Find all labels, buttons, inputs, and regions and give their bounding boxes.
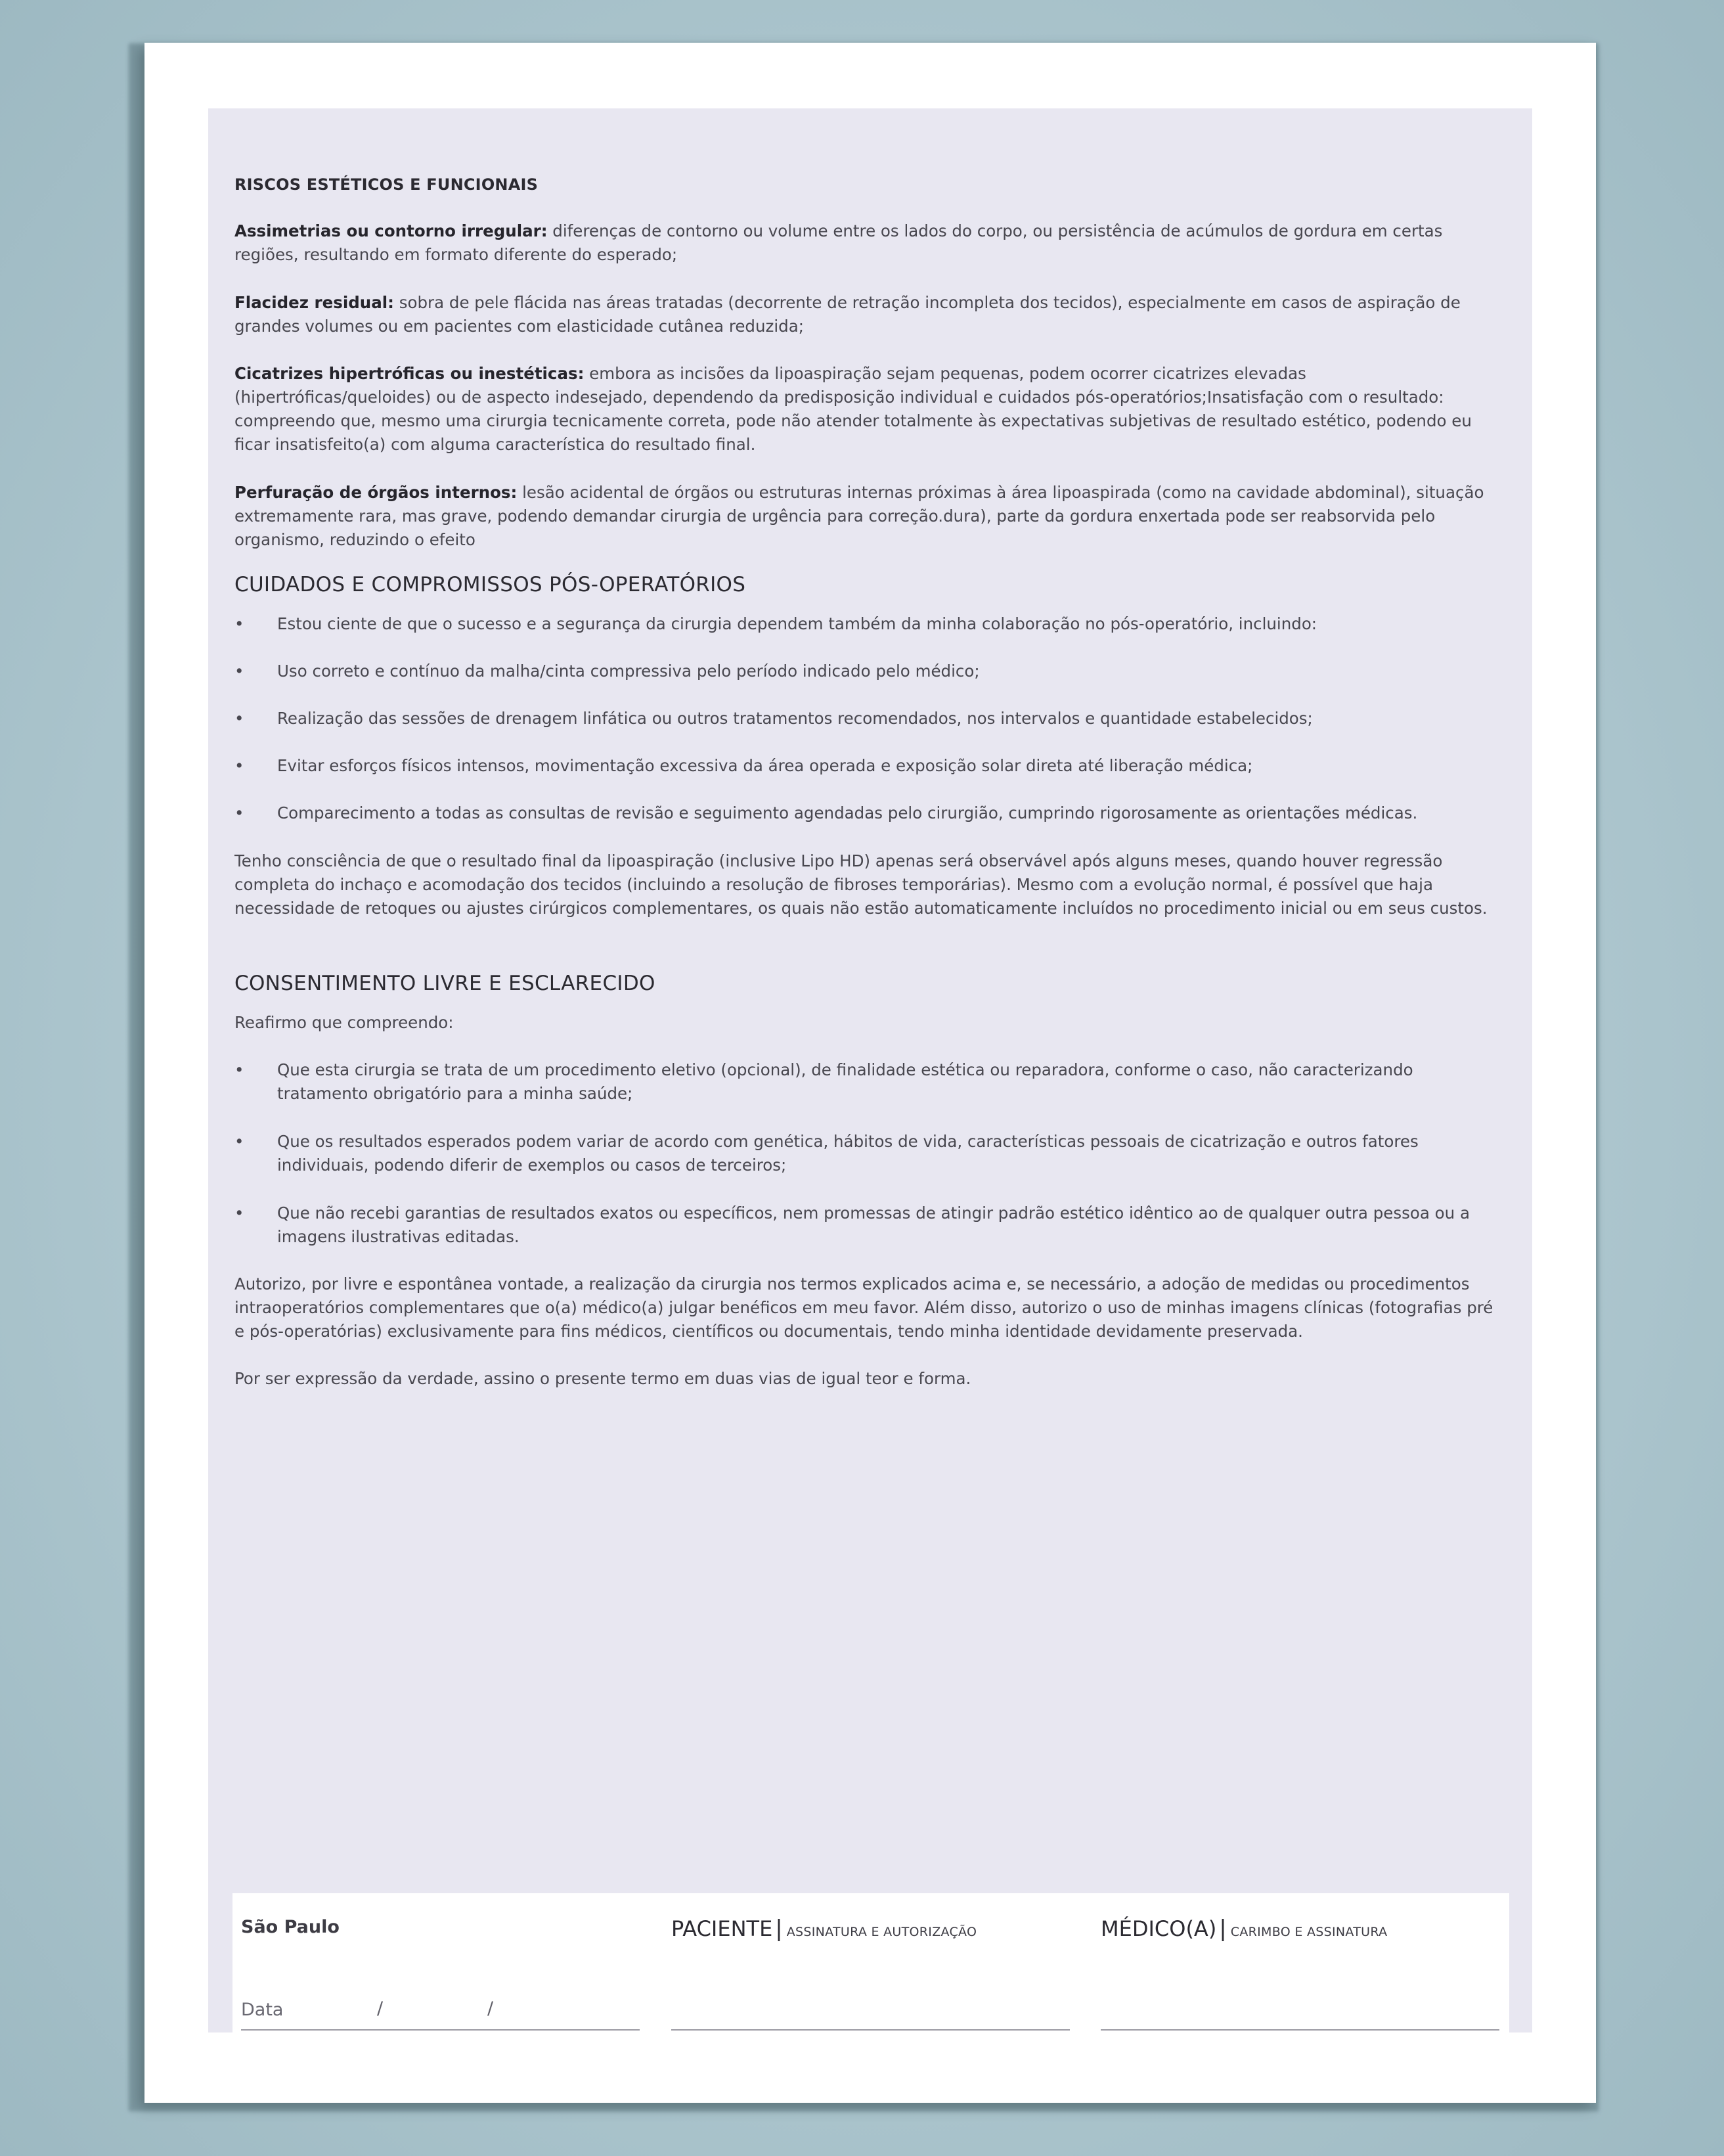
care-bullet-text: Comparecimento a todas as consultas de revisão e seguimento agendadas pelo cirurgião, cumprindo rigorosamente as orientações médicas. — [277, 803, 1418, 822]
title-separator: | — [775, 1916, 783, 1942]
risk-item-scars — [234, 362, 1506, 457]
doctor-signature-line[interactable] — [1101, 2029, 1499, 2031]
risk-item-asymmetry — [234, 219, 1506, 267]
patient-signature-title — [671, 1916, 977, 1942]
date-separator: / — [377, 1998, 384, 2019]
risk-term: Cicatrizes hipertróficas ou inestéticas: — [234, 364, 585, 383]
bullet-dot: • — [234, 803, 244, 822]
care-bullet-text: Estou ciente de que o sucesso e a segurança da cirurgia dependem também da minha colaboração no pós-operatório, incluindo: — [277, 614, 1317, 633]
bullet-dot: • — [234, 614, 244, 633]
bullet-dot: • — [234, 1132, 244, 1151]
closing-statement: Por ser expressão da verdade, assino o presente termo em duas vias de igual teor e forma. — [234, 1369, 971, 1388]
risk-text: embora as incisões da lipoaspiração sejam pequenas, podem ocorrer cicatrizes elevadas (hipertróficas/queloides) ou de aspecto indesejado, dependendo da predisposição individual e cuidados pós-operatórios;Insatisfação com o resultado: compreendo que, mesmo uma cirurgia tecnicamente correta, pode não atender totalmente às expectativas subjetivas de resultado estético, podendo eu ficar insatisfeito(a) com alguma característica do resultado final. — [234, 364, 1472, 454]
care-section-title: CUIDADOS E COMPROMISSOS PÓS-OPERATÓRIOS — [234, 573, 746, 596]
bullet-dot: • — [234, 662, 244, 681]
doctor-subtitle: CARIMBO E ASSINATURA — [1230, 1925, 1388, 1939]
patient-title: PACIENTE — [671, 1916, 773, 1941]
date-line[interactable] — [241, 2029, 640, 2031]
consent-bullet-text: Que não recebi garantias de resultados exatos ou específicos, nem promessas de atingir padrão estético idêntico ao de qualquer outra pessoa ou a imagens ilustrativas editadas. — [277, 1203, 1470, 1246]
doctor-signature-title — [1101, 1916, 1387, 1942]
date-separator: / — [487, 1998, 494, 2019]
risk-text: diferenças de contorno ou volume entre os lados do corpo, ou persistência de acúmulos de gordura em certas regiões, resultando em formato diferente do esperado; — [234, 221, 1443, 264]
bullet-dot: • — [234, 1060, 244, 1079]
consent-bullet-text: Que os resultados esperados podem variar de acordo com genética, hábitos de vida, características pessoais de cicatrização e outros fatores individuais, podendo diferir de exemplos ou casos de terceiros; — [277, 1132, 1419, 1175]
doctor-title: MÉDICO(A) — [1101, 1916, 1217, 1941]
date-label: Data — [241, 2000, 284, 2020]
signature-block — [232, 1893, 1509, 2046]
document-sheet — [144, 43, 1596, 2103]
risk-term: Assimetrias ou contorno irregular: — [234, 221, 548, 240]
title-separator: | — [1219, 1916, 1227, 1942]
risk-text: sobra de pele flácida nas áreas tratadas (decorrente de retração incompleta dos tecidos), especialmente em casos de aspiração de grandes volumes ou em pacientes com elasticidade cutânea reduzida; — [234, 293, 1461, 336]
care-bullet-text: Realização das sessões de drenagem linfática ou outros tratamentos recomendados, nos intervalos e quantidade estabelecidos; — [277, 709, 1313, 728]
risk-item-flaccidity — [234, 291, 1506, 338]
consent-section-title: CONSENTIMENTO LIVRE E ESCLARECIDO — [234, 972, 655, 995]
consent-intro: Reafirmo que compreendo: — [234, 1013, 454, 1032]
risk-text: lesão acidental de órgãos ou estruturas internas próximas à área lipoaspirada (como na cavidade abdominal), situação extremamente rara, mas grave, podendo demandar cirurgia de urgência para correção.dura), parte da gordura enxertada pode ser reabsorvida pelo organismo, reduzindo o efeito — [234, 483, 1484, 549]
care-paragraph: Tenho consciência de que o resultado final da lipoaspiração (inclusive Lipo HD) apenas será observável após alguns meses, quando houver regressão completa do inchaço e acomodação dos tecidos (incluindo a resolução de fibroses temporárias). Mesmo com a evolução normal, é possível que haja necessidade de retoques ou ajustes cirúrgicos complementares, os quais não estão automaticamente incluídos no procedimento inicial ou em seus custos. — [234, 851, 1488, 918]
risk-item-perforation — [234, 481, 1506, 552]
risk-term: Perfuração de órgãos internos: — [234, 483, 518, 502]
patient-signature-line[interactable] — [671, 2029, 1070, 2031]
content-panel — [208, 108, 1532, 2032]
consent-bullet-text: Que esta cirurgia se trata de um procedimento eletivo (opcional), de finalidade estética ou reparadora, conforme o caso, não caracterizando tratamento obrigatório para a minha saúde; — [277, 1060, 1413, 1103]
care-bullet-text: Uso correto e contínuo da malha/cinta compressiva pelo período indicado pelo médico; — [277, 662, 980, 681]
consent-paragraph: Autorizo, por livre e espontânea vontade, a realização da cirurgia nos termos explicados acima e, se necessário, a adoção de medidas ou procedimentos intraoperatórios complementares que o(a) médico(a) julgar benéficos em meu favor. Além disso, autorizo o uso de minhas imagens clínicas (fotografias pré e pós-operatórias) exclusivamente para fins médicos, científicos ou documentais, tendo minha identidade devidamente preservada. — [234, 1274, 1493, 1341]
bullet-dot: • — [234, 709, 244, 728]
bullet-dot: • — [234, 1203, 244, 1223]
patient-subtitle: ASSINATURA E AUTORIZAÇÃO — [786, 1925, 977, 1939]
risks-title: RISCOS ESTÉTICOS E FUNCIONAIS — [234, 175, 539, 194]
care-bullet-text: Evitar esforços físicos intensos, movimentação excessiva da área operada e exposição solar direta até liberação médica; — [277, 756, 1253, 775]
risk-term: Flacidez residual: — [234, 293, 394, 312]
city-label: São Paulo — [241, 1917, 340, 1937]
bullet-dot: • — [234, 756, 244, 775]
